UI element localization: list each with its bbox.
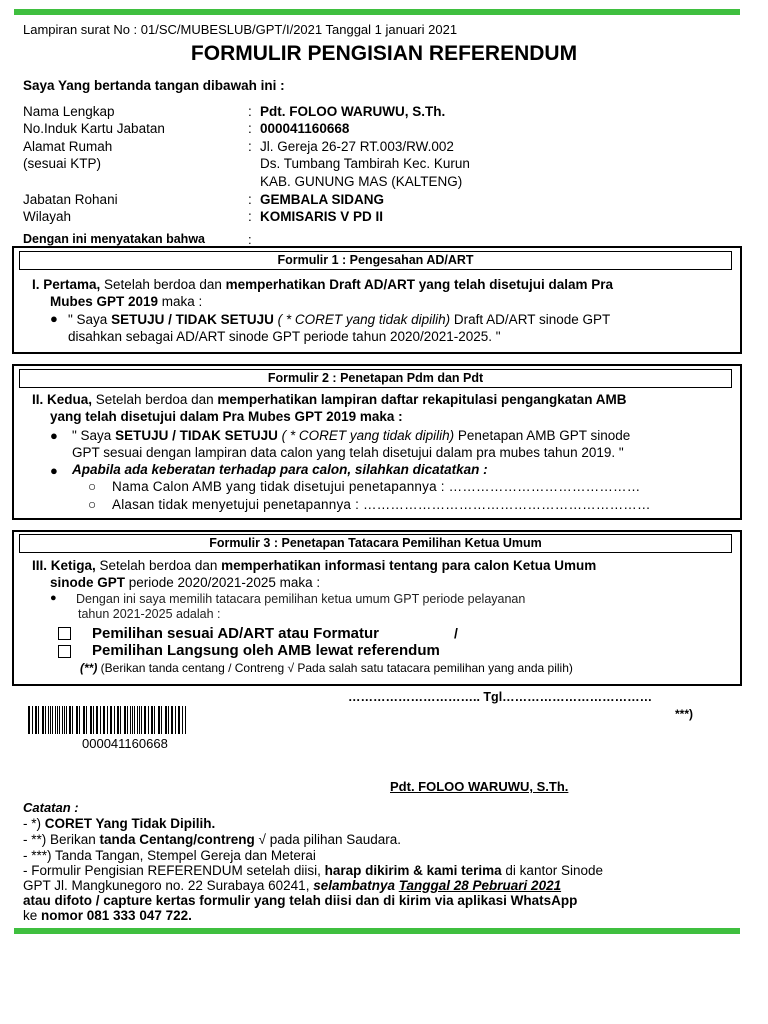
form2-bullet1-line1 <box>72 428 630 443</box>
form3-bold: memperhatikan informasi tentang para calon Ketua Umum <box>221 558 597 573</box>
signer-name: Pdt. FOLOO WARUWU, S.Th. <box>390 779 569 794</box>
circle-bullet-icon: ○ <box>88 497 97 512</box>
form1-paragraph-line1 <box>32 277 613 292</box>
barcode <box>28 706 186 734</box>
note-4-bold: harap dikirim & kami terima <box>324 863 502 878</box>
note-1 <box>23 816 215 831</box>
form1-mid: Setelah berdoa dan <box>100 277 226 292</box>
form2-b1-pre: " Saya <box>72 428 116 443</box>
note-2 <box>23 832 401 847</box>
form1-paragraph-line2 <box>50 294 202 309</box>
statement-label: Dengan ini menyatakan bahwa <box>23 232 205 246</box>
note-2-post: √ pada pilihan Saudara. <box>254 832 402 847</box>
form1-b1-pre: " Saya <box>68 312 112 327</box>
form2-bold: memperhatikan lampiran daftar rekapitulasi pengangkatan AMB <box>217 392 627 407</box>
form1-b1-bold: SETUJU / TIDAK SETUJU <box>111 312 274 327</box>
option2-label[interactable]: Pemilihan Langsung oleh AMB lewat referendum <box>92 642 440 659</box>
option1-separator: / <box>454 625 458 641</box>
form2-sub1-field[interactable]: Nama Calon AMB yang tidak disetujui penetapannya : …………………………………… <box>112 479 641 494</box>
address-sub-label: (sesuai KTP) <box>23 156 102 171</box>
form1-prefix: I. Pertama, <box>32 277 101 292</box>
note-5-deadline: Tanggal 28 Pebruari 2021 <box>398 878 562 893</box>
bullet-dot: ● <box>50 311 58 326</box>
top-accent-bar <box>14 9 740 15</box>
note-4-pre: - Formulir Pengisian REFERENDUM setelah diisi, <box>23 863 325 878</box>
form1-bullet-line1 <box>68 312 610 327</box>
barcode-number: 000041160668 <box>82 736 168 751</box>
barcode-bar <box>172 706 173 734</box>
form2-b1-bold: SETUJU / TIDAK SETUJU <box>115 428 278 443</box>
note-7 <box>23 908 192 923</box>
address-label: Alamat Rumah <box>23 139 113 154</box>
form2-b2: Apabila ada keberatan terhadap para calon, silahkan dicatatkan <box>72 462 480 477</box>
form3-note <box>80 661 573 675</box>
region-label: Wilayah <box>23 209 72 224</box>
barcode-bar <box>130 706 131 734</box>
note-2-pre: - **) Berikan <box>23 832 100 847</box>
position-value: GEMBALA SIDANG <box>260 192 384 207</box>
address-line-1: Jl. Gereja 26-27 RT.003/RW.002 <box>260 139 454 154</box>
note-1-pre: - *) <box>23 816 45 831</box>
note-4 <box>23 863 603 878</box>
form3-title: Formulir 3 : Penetapan Tatacara Pemilihan Ketua Umum <box>209 536 542 550</box>
form3-prefix: III. Ketiga, <box>32 558 96 573</box>
address-line-3: KAB. GUNUNG MAS (KALTENG) <box>260 174 463 189</box>
barcode-bar <box>42 706 43 734</box>
note-2-bold: tanda Centang/contreng <box>99 832 255 847</box>
form3-header <box>19 534 732 553</box>
form1-bold: memperhatikan Draft AD/ART yang telah disetujui dalam Pra <box>225 277 613 292</box>
note-4-post: di kantor Sinode <box>501 863 603 878</box>
note-7-pre: ke <box>23 908 42 923</box>
form2-b1-post: Penetapan AMB GPT sinode <box>454 428 631 443</box>
note-3: - ***) Tanda Tangan, Stempel Gereja dan Meterai <box>23 848 316 863</box>
form2-mid: Setelah berdoa dan <box>92 392 218 407</box>
form2-paragraph-line1 <box>32 392 626 407</box>
form2-bullet1-line2: GPT sesuai dengan lampiran data calon yang telah disetujui dalam pra mubes tahun 2019. " <box>72 445 624 460</box>
circle-bullet-icon: ○ <box>88 479 97 494</box>
form3-note-mark: (**) <box>80 661 98 675</box>
form3-mid: Setelah berdoa dan <box>95 558 222 573</box>
note-5-bi: selambatnya <box>313 878 395 893</box>
form2-sub2-field[interactable]: Alasan tidak menyetujui penetapannya : ……………………………………………………… <box>112 497 651 512</box>
region-value: KOMISARIS V PD II <box>260 209 384 224</box>
form2-prefix: II. Kedua, <box>32 392 93 407</box>
id-label: No.Induk Kartu Jabatan <box>23 121 165 136</box>
form1-line2-bold: Mubes GPT 2019 <box>50 294 159 309</box>
form3-line2-bold: sinode GPT <box>50 575 126 590</box>
note-5 <box>23 878 561 893</box>
address-line-2: Ds. Tumbang Tambirah Kec. Kurun <box>260 156 470 171</box>
form3-line2-rest: periode 2020/2021-2025 maka : <box>125 575 321 590</box>
note-1-bold: CORET Yang Tidak Dipilih. <box>44 816 216 831</box>
form2-b1-ital: ( * CORET yang tidak dipilih) <box>277 428 455 443</box>
form2-b2-colon: : <box>479 462 488 477</box>
form1-b1-ital: ( * CORET yang tidak dipilih) <box>273 312 451 327</box>
form1-line2-rest: maka : <box>158 294 203 309</box>
name-colon: : <box>248 104 252 119</box>
bullet-dot: ● <box>50 428 58 443</box>
form1-b1-post: Draft AD/ART sinode GPT <box>450 312 611 327</box>
region-colon: : <box>248 209 252 224</box>
option1-checkbox[interactable] <box>58 627 71 640</box>
note-6: atau difoto / capture kertas formulir yang telah diisi dan di kirim via aplikasi WhatsApp <box>23 893 578 908</box>
form1-header <box>19 251 732 270</box>
address-colon: : <box>248 139 252 154</box>
barcode-bar <box>104 706 105 734</box>
option1-label[interactable]: Pemilihan sesuai AD/ART atau Formatur <box>92 625 380 642</box>
form2-header <box>19 369 732 388</box>
form3-paragraph-line2 <box>50 575 320 590</box>
option2-checkbox[interactable] <box>58 645 71 658</box>
form2-paragraph-line2: yang telah disetujui dalam Pra Mubes GPT 2019 maka : <box>50 409 403 424</box>
id-colon: : <box>248 121 252 136</box>
barcode-bar <box>83 706 84 734</box>
statement-colon: : <box>248 232 252 247</box>
position-label: Jabatan Rohani <box>23 192 118 207</box>
form3-bullet-line1: Dengan ini saya memilih tatacara pemilihan ketua umum GPT periode pelayanan <box>76 592 526 606</box>
form3-paragraph-line1 <box>32 558 596 573</box>
bottom-accent-bar <box>14 928 740 934</box>
form2-title: Formulir 2 : Penetapan Pdm dan Pdt <box>267 371 484 385</box>
form1-title: Formulir 1 : Pengesahan AD/ART <box>277 253 474 267</box>
signature-mark: ***) <box>675 707 694 721</box>
form1-bullet-line2: disahkan sebagai AD/ART sinode GPT periode tahun 2020/2021-2025. " <box>68 329 501 344</box>
bullet-dot: ● <box>50 463 58 478</box>
id-value: 000041160668 <box>260 121 350 136</box>
name-label: Nama Lengkap <box>23 104 115 119</box>
notes-title: Catatan : <box>23 800 79 815</box>
note-5-pre: GPT Jl. Mangkunegoro no. 22 Surabaya 60241, <box>23 878 314 893</box>
barcode-bar <box>145 706 146 734</box>
place-date-line[interactable]: ………………………….. Tgl……………………………… <box>348 690 653 704</box>
barcode-bar <box>62 706 63 734</box>
form3-bullet-line2: tahun 2021-2025 adalah : <box>78 607 221 621</box>
form3-note-text: (Berikan tanda centang / Contreng √ Pada salah satu tatacara pemilihan yang anda pilih) <box>97 661 573 675</box>
form2-bullet2 <box>72 462 488 477</box>
bullet-dot: ● <box>50 592 57 604</box>
note-7-bold: nomor 081 333 047 722. <box>41 908 192 923</box>
page-title: FORMULIR PENGISIAN REFERENDUM <box>190 42 578 65</box>
reference-line: Lampiran surat No : 01/SC/MUBESLUB/GPT/I/2021 Tanggal 1 januari 2021 <box>23 22 458 37</box>
name-value: Pdt. FOLOO WARUWU, S.Th. <box>260 104 446 119</box>
position-colon: : <box>248 192 252 207</box>
intro-text: Saya Yang bertanda tangan dibawah ini : <box>23 78 285 93</box>
